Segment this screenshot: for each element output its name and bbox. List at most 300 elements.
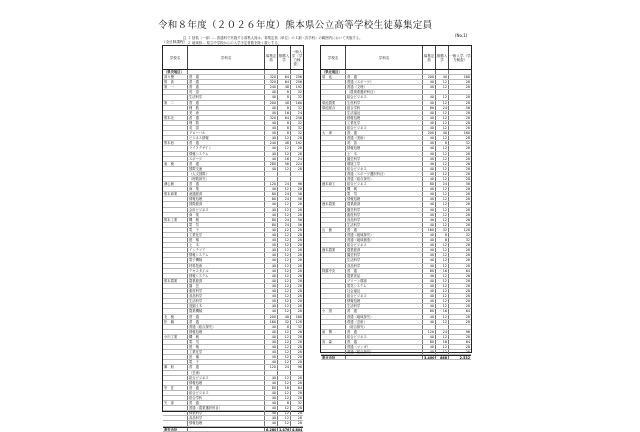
cell-school: [321, 116, 346, 120]
cell-capacity: 40: [423, 274, 436, 278]
cell-recommend: 8: [278, 126, 291, 130]
cell-school: 小川工業: [163, 335, 188, 339]
cell-recommend: 12: [436, 253, 449, 257]
cell-capacity: 40: [423, 126, 436, 130]
cell-course: 食品科学: [346, 218, 423, 222]
cell-school: [163, 258, 188, 262]
cell-school: [163, 106, 188, 110]
cell-recommend: 12: [278, 376, 291, 380]
cell-school: （県央地区）: [163, 70, 188, 74]
cell-recommend: 12: [436, 320, 449, 324]
cell-general: 128: [463, 227, 470, 232]
cell-capacity: 40: [265, 202, 278, 206]
cell-school: [163, 325, 188, 329]
cell-school: [321, 146, 346, 150]
cell-course: 電 子: [188, 228, 265, 232]
cell-recommend: 12: [278, 416, 291, 420]
cell-capacity: 40: [265, 376, 278, 380]
cell-general: 28: [465, 80, 470, 85]
cell-capacity: 40: [265, 416, 278, 420]
cell-course: 普 通: [346, 131, 423, 135]
cell-capacity: 40: [423, 146, 436, 150]
cell-recommend: 8: [278, 121, 291, 125]
cell-school: [163, 355, 188, 359]
cell-capacity: 40: [423, 85, 436, 89]
cell-course: [188, 70, 265, 74]
cell-course: [346, 70, 423, 74]
cell-school: [321, 238, 346, 242]
cell-recommend: [436, 70, 449, 74]
cell-recommend: 12: [436, 279, 449, 283]
cell-course: 情報処理: [188, 197, 265, 201]
cell-capacity: 40: [423, 284, 436, 288]
cell-capacity: [265, 371, 278, 375]
cell-course: （芸術）: [188, 371, 265, 375]
cell-course: 普通（スポーツ選択科目）: [346, 172, 423, 176]
cell-capacity: 40: [423, 111, 436, 115]
cell-recommend: 12: [436, 85, 449, 89]
cell-course: 生活科学: [188, 95, 265, 99]
cell-capacity: 40: [265, 253, 278, 257]
cell-course: 生産科学: [346, 101, 423, 105]
cell-course: （総合探究）: [346, 325, 423, 329]
cell-recommend: 48: [278, 85, 291, 89]
cell-course: （農業系選択科目）: [346, 90, 423, 94]
cell-capacity: 200: [265, 101, 278, 105]
cell-general: 28: [297, 283, 302, 288]
cell-course: 園芸科学: [346, 208, 423, 212]
cell-school: [163, 304, 188, 308]
cell-course: 普通（総合探究）: [346, 350, 423, 354]
cell-recommend: 12: [436, 350, 449, 354]
cell-school: 菊池総合: [321, 106, 346, 110]
cell-course: 機 械: [346, 187, 423, 191]
cell-course: インテリア: [188, 248, 265, 252]
cell-school: [321, 136, 346, 140]
cell-school: [321, 141, 346, 145]
cell-general: 96: [297, 365, 302, 370]
cell-course: 総合ビジネス: [346, 243, 423, 247]
cell-general: [449, 90, 471, 94]
cell-capacity: 40: [265, 95, 278, 99]
cell-recommend: 12: [436, 177, 449, 181]
cell-school: （県北地区）: [321, 70, 346, 74]
total-capacity: 3,400: [424, 356, 435, 360]
left-table-body: [163, 70, 303, 432]
cell-recommend: 56: [278, 162, 291, 166]
cell-general: 28: [465, 263, 470, 268]
cell-capacity: 40: [423, 304, 436, 308]
cell-school: [321, 208, 346, 212]
cell-recommend: 12: [436, 162, 449, 166]
cell-recommend: [436, 325, 449, 329]
cell-recommend: 12: [436, 208, 449, 212]
cell-general: 28: [297, 273, 302, 278]
cell-course: 情報処理: [188, 330, 265, 334]
cell-recommend: 12: [436, 172, 449, 176]
cell-capacity: 40: [423, 299, 436, 303]
cell-school: [321, 274, 346, 278]
right-quota-table: [320, 45, 472, 360]
cell-recommend: 16: [278, 111, 291, 115]
cell-general: 64: [465, 339, 470, 344]
cell-course: 普通（スポーツ）: [346, 80, 423, 84]
total-label: 県北合計: [321, 356, 346, 359]
cell-school: [163, 208, 188, 212]
cell-general: [449, 325, 471, 329]
cell-capacity: 40: [423, 218, 436, 222]
cell-general: 28: [297, 227, 302, 232]
cell-recommend: 12: [278, 304, 291, 308]
cell-capacity: 320: [265, 80, 278, 84]
cell-course: 土 木: [346, 152, 423, 156]
cell-course: 英 語: [188, 90, 265, 94]
cell-capacity: 40: [265, 309, 278, 313]
cell-general: 28: [297, 421, 302, 426]
cell-general: 56: [297, 217, 302, 222]
cell-course: （人文国際）: [188, 172, 265, 176]
cell-capacity: 40: [423, 202, 436, 206]
cell-general: 224: [295, 161, 302, 166]
cell-school: [321, 157, 346, 161]
cell-capacity: 80: [265, 223, 278, 227]
cell-general: 28: [297, 233, 302, 237]
cell-recommend: 12: [436, 121, 449, 125]
cell-general: 28: [465, 120, 470, 125]
cell-course: 情報システム: [188, 274, 265, 278]
header-course: 学科名: [346, 46, 423, 69]
cell-course: 普 通: [188, 182, 265, 186]
cell-capacity: 40: [265, 294, 278, 298]
cell-school: 小 国: [321, 309, 346, 313]
cell-capacity: 80: [423, 106, 436, 110]
cell-school: [163, 121, 188, 125]
cell-capacity: 40: [265, 350, 278, 354]
cell-capacity: 40: [265, 299, 278, 303]
cell-recommend: 12: [278, 391, 291, 395]
cell-course: 普通（芸術）: [346, 320, 423, 324]
cell-general: 28: [465, 176, 470, 181]
cell-course: 機 械: [188, 218, 265, 222]
cell-capacity: 40: [423, 162, 436, 166]
cell-recommend: 12: [278, 146, 291, 150]
cell-course: 情報処理: [188, 421, 265, 425]
cell-recommend: 12: [278, 340, 291, 344]
cell-course: 農業経済: [188, 279, 265, 283]
cell-recommend: 12: [278, 243, 291, 247]
cell-general: 192: [295, 141, 302, 146]
cell-school: [321, 258, 346, 262]
cell-recommend: 8: [278, 131, 291, 135]
cell-general: 28: [465, 171, 470, 176]
cell-capacity: 40: [265, 269, 278, 273]
cell-general: 28: [297, 263, 302, 268]
cell-recommend: [436, 90, 449, 94]
cell-school: [163, 90, 188, 94]
cell-capacity: 40: [423, 315, 436, 319]
cell-general: 28: [465, 222, 470, 227]
cell-school: [163, 416, 188, 420]
cell-school: [163, 391, 188, 395]
cell-general: 256: [295, 80, 302, 85]
cell-school: [321, 121, 346, 125]
cell-course: 普通（マンガ）: [346, 345, 423, 349]
cell-course: 普 通: [188, 401, 265, 405]
cell-capacity: [265, 70, 278, 74]
cell-general: 28: [297, 329, 302, 334]
cell-recommend: 16: [278, 386, 291, 390]
header-school: 学校名: [163, 46, 188, 69]
cell-school: 済々黌: [163, 75, 188, 79]
cell-capacity: 80: [265, 386, 278, 390]
cell-general: 28: [465, 95, 470, 100]
cell-school: 熊本商業: [163, 192, 188, 196]
cell-capacity: 40: [423, 258, 436, 262]
cell-general: 160: [463, 75, 470, 80]
cell-general: 28: [297, 406, 302, 411]
cell-course: 電 気: [188, 340, 265, 344]
document-title: 令和８年度（２０２６年度）熊本県公立高等学校生徒募集定員: [158, 20, 433, 31]
cell-school: [163, 238, 188, 242]
cell-recommend: 16: [436, 340, 449, 344]
cell-school: [163, 152, 188, 156]
cell-capacity: 40: [265, 121, 278, 125]
cell-capacity: [423, 325, 436, 329]
cell-general: 28: [297, 151, 302, 156]
cell-general: 32: [465, 141, 470, 146]
cell-course: 電気システム: [346, 284, 423, 288]
cell-school: [163, 111, 188, 115]
cell-capacity: 40: [423, 233, 436, 237]
cell-course: 普通（文理）: [346, 85, 423, 89]
cell-capacity: 40: [423, 264, 436, 268]
cell-course: 情報システム: [188, 253, 265, 257]
cell-course: 普通（総合探究）: [346, 177, 423, 181]
cell-general: 28: [465, 115, 470, 120]
cell-school: [321, 197, 346, 201]
cell-school: [321, 233, 346, 237]
cell-capacity: 40: [265, 136, 278, 140]
cell-school: [321, 126, 346, 130]
cell-school: [163, 248, 188, 252]
cell-recommend: 12: [278, 360, 291, 364]
cell-capacity: 40: [265, 381, 278, 385]
cell-school: [163, 294, 188, 298]
cell-capacity: 40: [423, 187, 436, 191]
cell-general: 28: [465, 217, 470, 222]
cell-school: [321, 152, 346, 156]
cell-recommend: 12: [278, 284, 291, 288]
cell-capacity: 40: [423, 335, 436, 339]
cell-school: [321, 90, 346, 94]
cell-general: 28: [465, 187, 470, 192]
cell-recommend: 24: [436, 106, 449, 110]
cell-general: 56: [297, 222, 302, 227]
cell-recommend: [278, 371, 291, 375]
cell-general: 28: [465, 314, 470, 319]
cell-recommend: 12: [278, 136, 291, 140]
cell-course: グローバル: [188, 131, 265, 135]
cell-school: 熊 高: [163, 80, 188, 84]
cell-general: 28: [297, 268, 302, 273]
cell-school: [163, 381, 188, 385]
cell-school: [321, 335, 346, 339]
cell-general: 64: [465, 309, 470, 314]
cell-capacity: 40: [265, 228, 278, 232]
cell-capacity: [423, 70, 436, 74]
cell-general: 24: [297, 156, 302, 161]
cell-school: 御 船: [163, 365, 188, 369]
cell-general: 32: [297, 105, 302, 110]
cell-recommend: [278, 177, 291, 181]
cell-course: 英 語: [346, 141, 423, 145]
cell-recommend: 12: [278, 294, 291, 298]
cell-course: 総合学科: [188, 396, 265, 400]
cell-school: 南 関: [321, 330, 346, 334]
cell-school: 熊本北: [163, 116, 188, 120]
cell-school: [163, 197, 188, 201]
cell-general: 28: [297, 396, 302, 400]
cell-school: [321, 172, 346, 176]
cell-course: ライフデザイン: [188, 146, 265, 150]
cell-school: 熊本西: [163, 141, 188, 145]
cell-course: 総合ビジネス: [346, 335, 423, 339]
cell-general: 160: [295, 314, 302, 319]
cell-school: [321, 284, 346, 288]
cell-recommend: 12: [436, 111, 449, 115]
cell-school: [321, 80, 346, 84]
right-table-header: [321, 46, 471, 70]
cell-capacity: 40: [423, 121, 436, 125]
cell-capacity: 40: [265, 111, 278, 115]
cell-recommend: 12: [436, 80, 449, 84]
cell-course: スポーツ: [188, 157, 265, 161]
cell-general: 32: [465, 233, 470, 237]
cell-capacity: 40: [265, 330, 278, 334]
cell-general: 28: [465, 197, 470, 202]
cell-recommend: 12: [436, 223, 449, 227]
cell-recommend: 64: [278, 80, 291, 84]
cell-recommend: 12: [436, 335, 449, 339]
cell-capacity: 40: [265, 233, 278, 237]
cell-course: 情報処理: [346, 116, 423, 120]
cell-recommend: 12: [278, 350, 291, 354]
cell-general: 28: [297, 299, 302, 304]
cell-general: 56: [465, 182, 470, 187]
cell-general: 28: [297, 380, 302, 385]
cell-school: 熊本農業: [163, 279, 188, 283]
cell-course: 国際交流: [188, 167, 265, 171]
cell-course: 社会福祉: [346, 289, 423, 293]
cell-recommend: 24: [278, 365, 291, 369]
cell-recommend: 24: [278, 223, 291, 227]
cell-course: 普 通: [188, 320, 265, 324]
cell-school: 矢 部: [163, 401, 188, 405]
cell-course: 材料技術: [188, 264, 265, 268]
cell-recommend: 48: [278, 141, 291, 145]
cell-general: 28: [465, 85, 470, 90]
cell-recommend: 12: [278, 233, 291, 237]
cell-capacity: 40: [423, 289, 436, 293]
cell-general: 28: [465, 126, 470, 131]
cell-school: [163, 299, 188, 303]
cell-recommend: 12: [278, 330, 291, 334]
cell-course: 生活科学: [346, 304, 423, 308]
cell-recommend: 12: [278, 213, 291, 217]
cell-capacity: 40: [265, 167, 278, 171]
cell-recommend: 8: [436, 233, 449, 237]
cell-school: [163, 340, 188, 344]
cell-general: 28: [297, 304, 302, 309]
cell-school: [163, 177, 188, 181]
cell-recommend: 40: [436, 131, 449, 135]
cell-course: 電 子: [188, 360, 265, 364]
cell-general: 96: [297, 182, 302, 187]
cell-school: [163, 243, 188, 247]
cell-school: [163, 264, 188, 268]
cell-recommend: 12: [436, 152, 449, 156]
cell-recommend: 16: [436, 309, 449, 313]
cell-capacity: 120: [265, 365, 278, 369]
cell-course: 農業食品: [346, 274, 423, 278]
cell-capacity: 40: [423, 253, 436, 257]
cell-capacity: 40: [423, 157, 436, 161]
cell-school: [321, 264, 346, 268]
cell-capacity: 120: [423, 330, 436, 334]
cell-recommend: 12: [278, 238, 291, 242]
cell-capacity: 40: [423, 136, 436, 140]
cell-course: 理 数: [188, 121, 265, 125]
cell-course: 商 業: [188, 187, 265, 191]
cell-course: 総合ビジネス: [346, 182, 423, 186]
cell-course: 普 通: [188, 365, 265, 369]
cell-general: 28: [465, 299, 470, 304]
cell-general: 32: [465, 238, 470, 243]
cell-recommend: 12: [436, 264, 449, 268]
cell-general: 32: [297, 120, 302, 125]
cell-school: [163, 233, 188, 237]
cell-recommend: 12: [436, 243, 449, 247]
cell-school: [321, 213, 346, 217]
cell-course: 美 術: [188, 111, 265, 115]
cell-capacity: 40: [265, 208, 278, 212]
cell-recommend: 12: [436, 126, 449, 130]
cell-course: 環境工学: [346, 162, 423, 166]
cell-school: [163, 131, 188, 135]
cell-course: 流通経済: [188, 192, 265, 196]
cell-general: 28: [465, 319, 470, 324]
cell-school: [321, 304, 346, 308]
cell-capacity: 80: [423, 182, 436, 186]
cell-school: [321, 111, 346, 115]
cell-general: 28: [297, 187, 302, 192]
cell-recommend: 12: [436, 299, 449, 303]
cell-recommend: 12: [436, 274, 449, 278]
cell-general: 28: [297, 416, 302, 421]
cell-course: 普 通: [346, 269, 423, 273]
cell-general: 32: [297, 401, 302, 406]
cell-recommend: 12: [436, 197, 449, 201]
cell-recommend: 12: [436, 116, 449, 120]
cell-general: 28: [297, 258, 302, 263]
cell-recommend: 24: [278, 182, 291, 186]
cell-general: 28: [465, 212, 470, 217]
header-recommend: 推薦入学: [436, 46, 449, 69]
cell-course: 情報システム: [188, 152, 265, 156]
cell-general: 28: [465, 151, 470, 156]
cell-capacity: 40: [265, 243, 278, 247]
cell-course: 普 通: [346, 309, 423, 313]
